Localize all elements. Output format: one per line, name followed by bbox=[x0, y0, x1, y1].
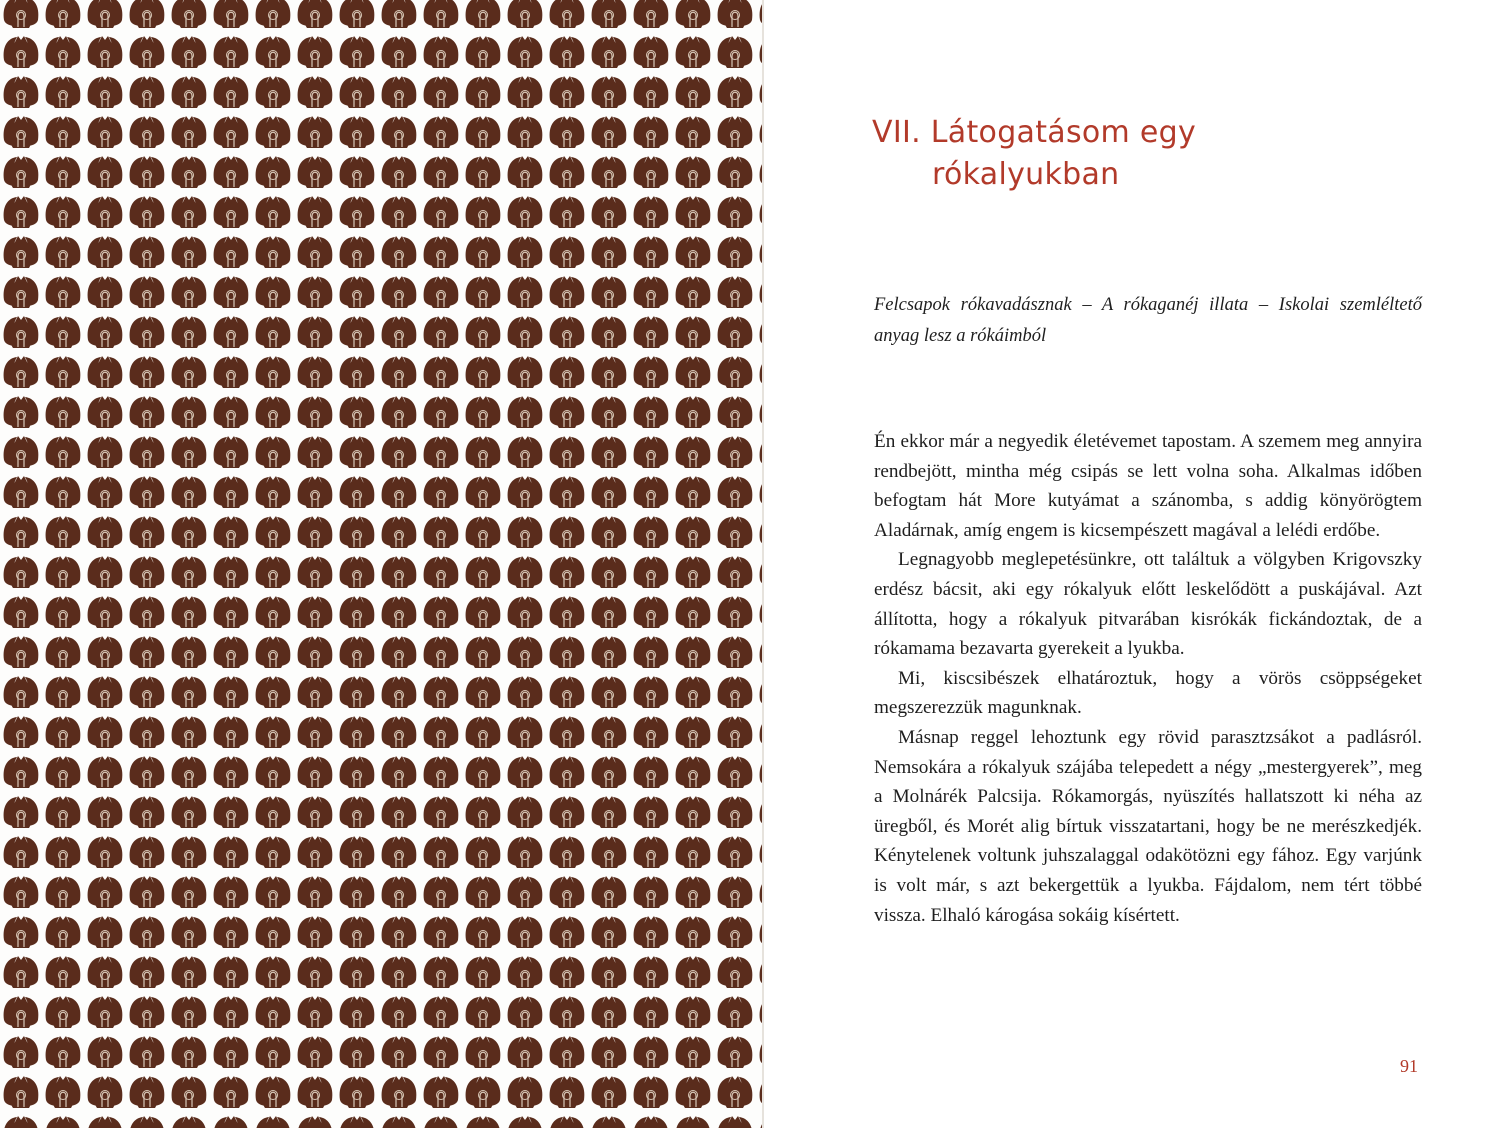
page-number: 91 bbox=[1400, 1056, 1418, 1076]
right-page bbox=[764, 0, 1500, 1128]
chapter-title-line2: rókalyukban bbox=[932, 157, 1120, 192]
paragraph: Mi, kiscsibészek elhatároztuk, hogy a vörös csöppségeket megszerezzük magunknak. bbox=[874, 667, 1422, 719]
paragraph: Én ekkor már a negyedik életévemet tapostam. A szemem meg annyira rendbejött, mintha még csipás se lett volna soha. Alkalmas időben befogtam hát More kutyámat a szánomba, s addig könyörögtem Aladárnak, amíg engem is kicsempészett magával a lelédi erdőbe. bbox=[874, 431, 1422, 541]
paragraph: Legnagyobb meglepetésünkre, ott találtuk a völgyben Krigovszky erdész bácsit, aki egy rókalyuk előtt leskelődött a puskájával. Azt állította, hogy a rókalyuk pitvarában kisrókák fickándoztak, de a rókamama bezavarta gyerekeit a lyukba. bbox=[874, 549, 1422, 660]
chapter-title-line1: VII. Látogatásom egy bbox=[872, 115, 1197, 150]
paragraph: Másnap reggel lehoztunk egy rövid parasztzsákot a padlásról. Nemsokára a rókalyuk szájába telepedett a négy „mestergyerek”, meg a Molnárék Palcsija. Rókamorgás, nyüszítés hallatszott ki néha az üregből, és Morét alig bírtuk visszatartani, hogy be ne merészkedjék. Kénytelenek voltunk juhszalaggal odakötözni egy fához. Egy varjúnk is volt már, s azt bekergettük a lyukba. Fájdalom, nem tért többé vissza. Elhaló károgása sokáig kísértett. bbox=[874, 726, 1422, 926]
chapter-title bbox=[872, 112, 1252, 196]
chapter-summary: Felcsapok rókavadásznak – A rókaganéj illata – Iskolai szemléltető anyag lesz a rókáimból bbox=[874, 295, 1422, 346]
body-text bbox=[874, 427, 1422, 930]
